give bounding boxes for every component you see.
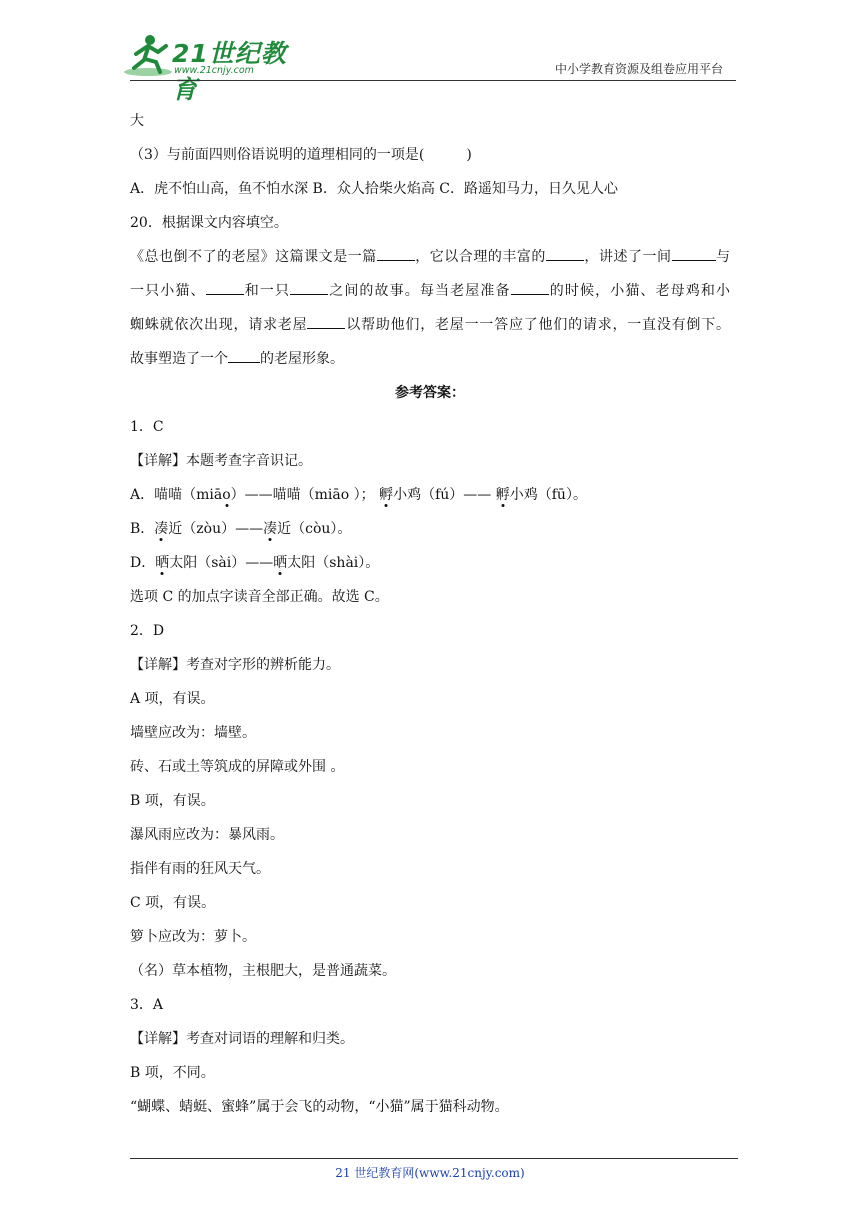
text-line: A 项，有误。 <box>130 691 215 707</box>
question-3-stem: （3）与前面四则俗语说明的道理相同的一项是( ) <box>130 147 472 163</box>
dotted-char: 晒 <box>155 555 170 571</box>
answer-2: 2．D <box>130 623 165 639</box>
dotted-char: 凑 <box>263 521 278 537</box>
text-line: “蝴蝶、蜻蜓、蜜蜂”属于会飞的动物，“小猫”属于猫科动物。 <box>130 1099 509 1115</box>
site-logo[interactable] <box>122 32 292 104</box>
text-line: 瀑风雨应改为：暴风雨。 <box>130 827 284 843</box>
answer-1-option-a <box>130 478 730 512</box>
text-span: （miāo ）； <box>300 487 380 503</box>
fill-blank-paragraph <box>130 274 730 308</box>
logo-wordmark: 21世纪教育 <box>172 39 287 104</box>
answer-3: 3．A <box>130 997 164 1013</box>
answer-1-option-d <box>130 546 730 580</box>
answer-blank[interactable] <box>206 280 244 295</box>
text-line: 大 <box>130 113 144 129</box>
footer-link[interactable]: 21 世纪教育网(www.21cnjy.com) <box>335 1166 525 1180</box>
dotted-char: 晒 <box>273 555 288 571</box>
fill-blank-paragraph <box>130 342 730 376</box>
header-divider <box>130 80 736 81</box>
question-20-title: 20．根据课文内容填空。 <box>130 215 288 231</box>
text-line: B 项，不同。 <box>130 1065 215 1081</box>
text-span: 近（zòu）—— <box>168 521 264 537</box>
answer-2-detail: 【详解】考查对字形的辨析能力。 <box>130 657 340 673</box>
dotted-char: 喵（miāo）——喵 <box>168 487 287 503</box>
text-span: A． <box>130 487 155 503</box>
logo-url: www.21cnjy.com <box>174 65 254 76</box>
answer-blank[interactable] <box>307 314 345 329</box>
text-span: 故事塑造了一个 <box>130 351 228 367</box>
text-line: 指伴有雨的狂风天气。 <box>130 861 270 877</box>
text-span: 太阳（shài）。 <box>287 555 380 571</box>
text-span: 小鸡（fū）。 <box>509 487 587 503</box>
answers-title: 参考答案： <box>395 385 465 401</box>
runner-logo-icon <box>122 32 174 78</box>
fill-blank-paragraph <box>130 240 730 274</box>
text-span: 喵 <box>154 487 169 503</box>
text-span: 小鸡（fú）—— <box>393 487 496 503</box>
answer-blank[interactable] <box>546 246 584 261</box>
text-span: 与 <box>715 249 731 265</box>
fill-blank-paragraph <box>130 308 730 342</box>
platform-name: 中小学教育资源及组卷应用平台 <box>554 62 723 76</box>
text-span: 的老屋形象。 <box>260 351 344 367</box>
text-line: 墙壁应改为：墙壁。 <box>130 725 256 741</box>
text-span: 之间的故事。每当老屋准备 <box>328 283 511 299</box>
text-span: 蜘蛛就依次出现，请求老屋 <box>130 317 308 333</box>
footer-divider <box>130 1158 738 1159</box>
answer-3-detail: 【详解】考查对词语的理解和归类。 <box>130 1031 354 1047</box>
document-body <box>130 104 730 1124</box>
text-span: B． <box>130 521 155 537</box>
dotted-char: 凑 <box>154 521 169 537</box>
question-3-options: A．虎不怕山高，鱼不怕水深 B．众人拾柴火焰高 C．路遥知马力，日久见人心 <box>130 181 619 197</box>
answer-blank[interactable] <box>290 280 328 295</box>
text-line: B 项，有误。 <box>130 793 215 809</box>
answer-1-option-b <box>130 512 730 546</box>
dotted-char: 孵 <box>379 487 394 503</box>
text-span: 《总也倒不了的老屋》这篇课文是一篇 <box>130 249 377 265</box>
answer-blank[interactable] <box>511 280 549 295</box>
text-span: D． <box>130 555 156 571</box>
answer-blank[interactable] <box>672 246 716 261</box>
text-span: ，它以合理的丰富的 <box>414 249 546 265</box>
text-line: （名）草本植物，主根肥大，是普通蔬菜。 <box>130 963 396 979</box>
text-span: 以帮助他们，老屋一一答应了他们的请求，一直没有倒下。 <box>345 317 731 333</box>
answer-1-conclusion: 选项 C 的加点字读音全部正确。故选 C。 <box>130 589 389 605</box>
answer-1: 1．C <box>130 419 164 435</box>
page-header <box>0 0 860 104</box>
text-span: 近（còu）。 <box>277 521 352 537</box>
text-span: 太阳（sài）—— <box>169 555 274 571</box>
text-span: ，讲述了一间 <box>583 249 672 265</box>
dotted-char: 孵 <box>495 487 510 503</box>
text-span: 一只小猫、 <box>130 283 206 299</box>
text-line: 砖、石或土等筑成的屏障或外围 。 <box>130 759 345 775</box>
answer-1-detail: 【详解】本题考查字音识记。 <box>130 453 312 469</box>
answer-blank[interactable] <box>377 246 415 261</box>
answer-blank[interactable] <box>228 348 260 363</box>
text-line: C 项，有误。 <box>130 895 216 911</box>
text-span: 和一只 <box>243 283 291 299</box>
text-span: 的时候，小猫、老母鸡和小 <box>548 283 731 299</box>
text-line: 箩卜应改为：萝卜。 <box>130 929 256 945</box>
text-span: 喵 <box>286 487 301 503</box>
